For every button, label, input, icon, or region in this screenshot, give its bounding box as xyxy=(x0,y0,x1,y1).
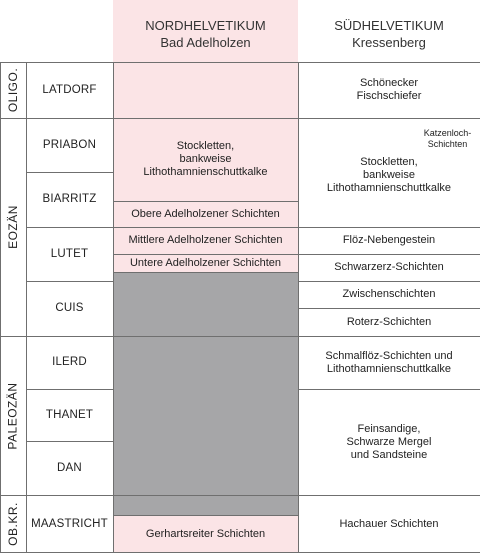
stage-ilerd: ILERD xyxy=(52,356,87,368)
south-stockletten-cell xyxy=(298,150,480,200)
south-stockletten-line3: Lithothamnienschuttkalke xyxy=(326,181,452,194)
epoch-obkr-label: OB.KR. xyxy=(6,502,20,546)
grid-h-north-2 xyxy=(113,227,298,228)
stage-cuis: CUIS xyxy=(55,302,84,314)
south-roterz-cell xyxy=(298,308,480,336)
south-katzenloch-line2: Schichten xyxy=(427,139,468,149)
north-subtitle: Bad Adelholzen xyxy=(160,35,251,50)
grid-v-left xyxy=(0,62,1,553)
south-hachauer-cell xyxy=(298,495,480,553)
epoch-paleozaen xyxy=(0,336,26,495)
north-stockletten-line2: bankweise xyxy=(179,153,232,165)
grid-h-oligo xyxy=(0,118,480,119)
grid-h-north-1 xyxy=(113,201,298,202)
north-mittlere-label: Mittlere Adelholzener Schichten xyxy=(128,234,283,246)
grid-h-north-3 xyxy=(113,254,298,255)
north-mittlere-cell xyxy=(113,227,298,254)
grid-v-stage xyxy=(113,62,114,553)
south-katzenloch-note xyxy=(415,128,480,150)
north-title: NORDHELVETIKUM xyxy=(145,18,266,33)
south-stockletten-line2: bankweise xyxy=(363,168,415,181)
south-schmalfloez-line2: Lithothamnienschuttkalke xyxy=(326,362,452,375)
epoch-eozaen-label: EOZÄN xyxy=(6,205,20,249)
grid-h-south-1 xyxy=(298,227,480,228)
north-stockletten-line3: Lithothamnienschuttkalke xyxy=(143,166,268,178)
south-schmalfloez-line1: Schmalflöz-Schichten und xyxy=(325,349,453,362)
south-feinsandige-line3: und Sandsteine xyxy=(350,448,428,461)
grid-h-top xyxy=(0,62,480,63)
north-gerhartsreiter-label: Gerhartsreiter Schichten xyxy=(145,527,266,540)
north-stockletten-cell xyxy=(113,118,298,201)
south-floez-cell xyxy=(298,227,480,254)
grid-h-north-5 xyxy=(113,515,298,516)
grid-h-paleozaen xyxy=(0,495,480,496)
epoch-paleozaen-label: PALEOZÄN xyxy=(6,381,21,450)
south-schoenecker-line1: Schönecker xyxy=(359,77,419,89)
stage-latdorf: LATDORF xyxy=(42,83,97,96)
north-header xyxy=(113,17,298,51)
south-floez-label: Flöz-Nebengestein xyxy=(342,234,436,246)
grid-h-south-2 xyxy=(298,254,480,255)
south-header xyxy=(298,17,480,51)
south-roterz-label: Roterz-Schichten xyxy=(346,315,432,328)
south-hachauer-label: Hachauer Schichten xyxy=(339,517,439,530)
stage-priabon: PRIABON xyxy=(42,138,97,151)
grid-h-eozaen xyxy=(0,336,480,337)
grid-h-stage-3 xyxy=(26,281,113,282)
stage-dan: DAN xyxy=(57,461,82,474)
north-untere-label: Untere Adelholzener Schichten xyxy=(129,256,282,269)
south-zwischen-label: Zwischenschichten xyxy=(342,288,436,300)
grid-h-south-5 xyxy=(298,389,480,390)
south-katzenloch-line1: Katzenloch- xyxy=(423,128,472,138)
south-schmalfloez-cell xyxy=(298,336,480,389)
grid-h-south-4 xyxy=(298,308,480,309)
epoch-oligo-label: OLIGO. xyxy=(6,67,20,113)
grid-h-stage-2 xyxy=(26,227,113,228)
north-untere-cell xyxy=(113,254,298,272)
stage-thanet: THANET xyxy=(45,408,94,421)
stage-maastricht: MAASTRICHT xyxy=(31,517,108,530)
south-feinsandige-cell xyxy=(298,389,480,495)
epoch-eozaen xyxy=(0,118,26,336)
north-gerhartsreiter-cell xyxy=(113,515,298,553)
south-schwarzerz-cell xyxy=(298,254,480,281)
epoch-oligo xyxy=(0,62,26,118)
north-stockletten-line1: Stockletten, xyxy=(176,140,235,152)
north-obere-label: Obere Adelholzener Schichten xyxy=(131,207,280,220)
south-feinsandige-line1: Feinsandige, xyxy=(357,422,421,435)
north-obere-cell xyxy=(113,201,298,227)
stage-biarritz: BIARRITZ xyxy=(42,193,97,205)
grid-h-north-4 xyxy=(113,272,298,273)
south-subtitle: Kressenberg xyxy=(352,35,426,50)
south-title: SÜDHELVETIKUM xyxy=(334,18,444,33)
grid-v-epoch xyxy=(26,62,27,553)
grid-h-south-3 xyxy=(298,281,480,282)
grid-h-stage-1 xyxy=(26,172,113,173)
south-feinsandige-line2: Schwarze Mergel xyxy=(346,435,432,448)
stage-lutet: LUTET xyxy=(50,247,89,260)
south-schoenecker-line2: Fischschiefer xyxy=(356,90,422,102)
grid-h-stage-4 xyxy=(26,389,113,390)
grid-h-stage-5 xyxy=(26,441,113,442)
epoch-obkr xyxy=(0,495,26,553)
south-stockletten-line1: Stockletten, xyxy=(360,155,418,168)
north-hiatus-block xyxy=(113,272,298,515)
south-schwarzerz-label: Schwarzerz-Schichten xyxy=(334,261,444,273)
south-schoenecker-cell xyxy=(298,62,480,118)
north-latdorf-cell xyxy=(113,62,298,118)
south-zwischen-cell xyxy=(298,281,480,308)
